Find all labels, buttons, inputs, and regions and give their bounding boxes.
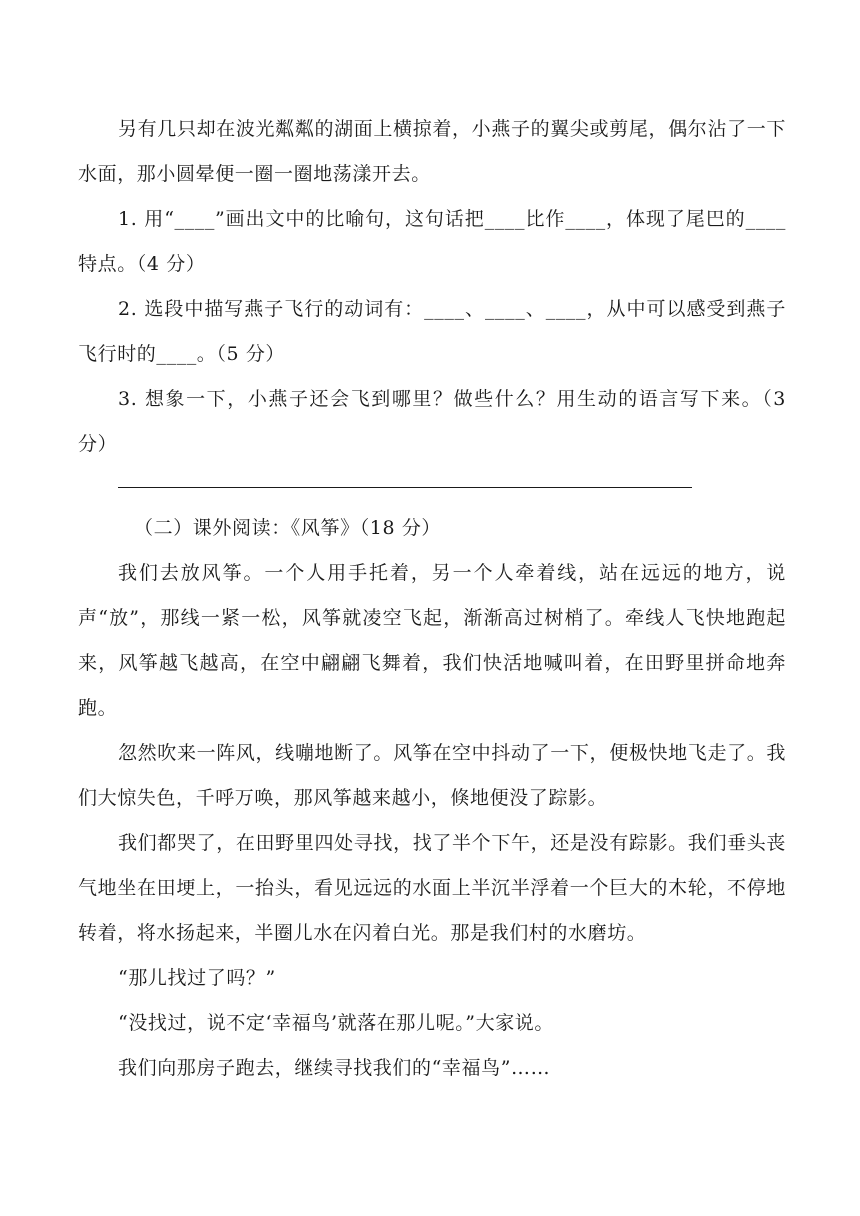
- story-paragraph: 忽然吹来一阵风，线嘣地断了。风筝在空中抖动了一下，便极快地飞走了。我们大惊失色，千呼万唤，那风筝越来越小，倏地便没了踪影。: [78, 742, 786, 809]
- question-1: 1. 用“____”画出文中的比喻句，这句话把____比作____，体现了尾巴的____特点。（4 分）: [78, 208, 786, 275]
- story-dialogue: “没找过，说不定‘幸福鸟’就落在那儿呢。”大家说。: [118, 1012, 555, 1034]
- section-title: （二）课外阅读：《风筝》（18 分）: [134, 517, 442, 539]
- story-paragraph: 我们向那房子跑去，继续寻找我们的“幸福鸟”……: [118, 1057, 551, 1079]
- question-2: 2. 选段中描写燕子飞行的动词有：____、____、____，从中可以感受到燕子飞行时的____。（5 分）: [78, 298, 786, 365]
- document-page: [78, 107, 786, 1091]
- question-3: 3. 想象一下，小燕子还会飞到哪里？做些什么？用生动的语言写下来。（3 分）: [78, 388, 786, 455]
- story-paragraph: 我们去放风筝。一个人用手托着，另一个人牵着线，站在远远的地方，说声“放”，那线一紧一松，风筝就凌空飞起，渐渐高过树梢了。牵线人飞快地跑起来，风筝越飞越高，在空中翩翩飞舞着，我们快活地喊叫着，在田野里拼命地奔跑。: [78, 562, 786, 719]
- story-dialogue: “那儿找过了吗？”: [118, 967, 276, 989]
- story-paragraph: 我们都哭了，在田野里四处寻找，找了半个下午，还是没有踪影。我们垂头丧气地坐在田埂上，一抬头，看见远远的水面上半沉半浮着一个巨大的木轮，不停地转着，将水扬起来，半圈儿水在闪着白光。那是我们村的水磨坊。: [78, 832, 786, 944]
- passage-paragraph: 另有几只却在波光粼粼的湖面上横掠着，小燕子的翼尖或剪尾，偶尔沾了一下水面，那小圆晕便一圈一圈地荡漾开去。: [78, 118, 786, 185]
